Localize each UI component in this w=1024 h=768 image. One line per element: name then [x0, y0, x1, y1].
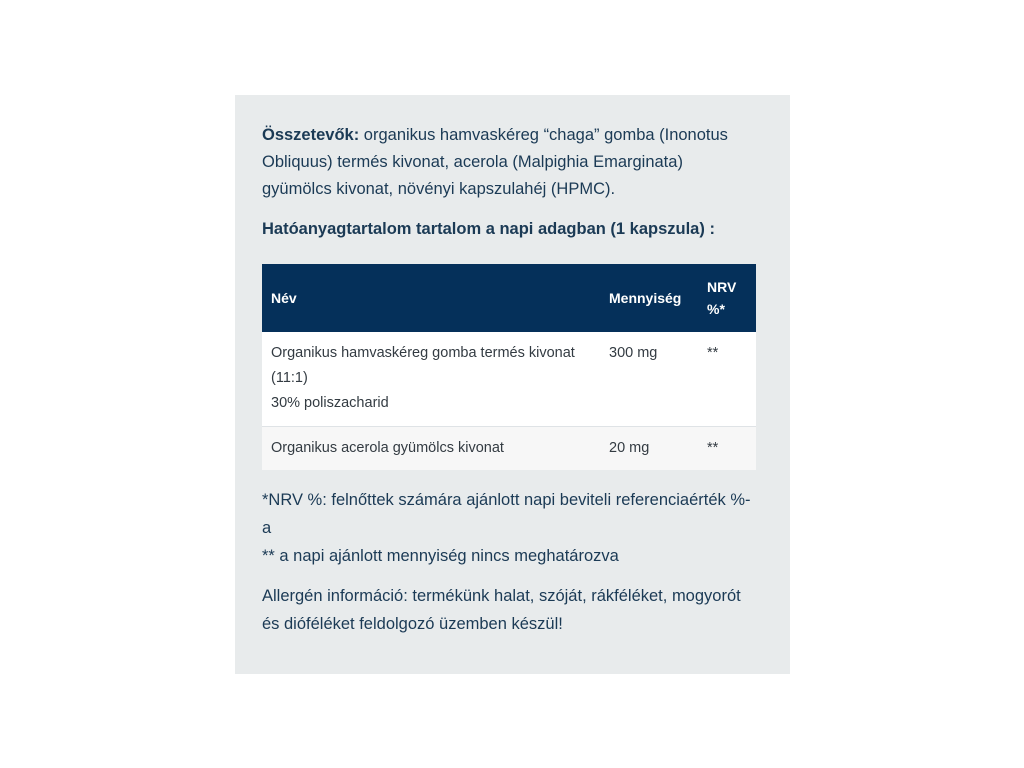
product-info-content	[262, 122, 756, 655]
active-ingredients-table	[262, 264, 756, 470]
row-name: Organikus acerola gyümölcs kivonat	[271, 440, 504, 456]
ingredients-text: organikus hamvaskéreg “chaga” gomba (Inonotus Obliquus) termés kivonat, acerola (Malpighia Emarginata) gyümölcs kivonat, növényi kapszulahéj (HPMC).	[262, 126, 728, 198]
row-name-cell	[262, 332, 600, 427]
header-name: Név	[271, 290, 297, 306]
table-header-row	[262, 264, 756, 332]
product-info-panel	[235, 95, 790, 674]
row-name-detail: 30% poliszacharid	[271, 395, 389, 411]
star-footnote: ** a napi ajánlott mennyiség nincs meghatározva	[262, 547, 619, 565]
allergen-info: Allergén információ: termékünk halat, szóját, rákféléket, mogyorót és dióféléket feldolgozó üzemben készül!	[262, 587, 741, 633]
nrv-footnote: *NRV %: felnőttek számára ajánlott napi beviteli referenciaérték %-a	[262, 491, 751, 537]
ingredients-label: Összetevők:	[262, 126, 360, 144]
active-ingredients-heading: Hatóanyagtartalom tartalom a napi adagban (1 kapszula) :	[262, 220, 715, 238]
row-nrv: **	[707, 440, 719, 456]
row-amount: 300 mg	[609, 345, 658, 361]
ingredients-paragraph	[262, 122, 756, 203]
table-row	[262, 427, 756, 471]
row-nrv: **	[707, 345, 719, 361]
row-name: Organikus hamvaskéreg gomba termés kivonat (11:1)	[271, 345, 575, 386]
header-nrv: NRV %*	[707, 279, 737, 317]
table-row	[262, 332, 756, 427]
header-amount: Mennyiség	[609, 290, 682, 306]
footnotes	[262, 486, 756, 570]
row-amount: 20 mg	[609, 440, 650, 456]
